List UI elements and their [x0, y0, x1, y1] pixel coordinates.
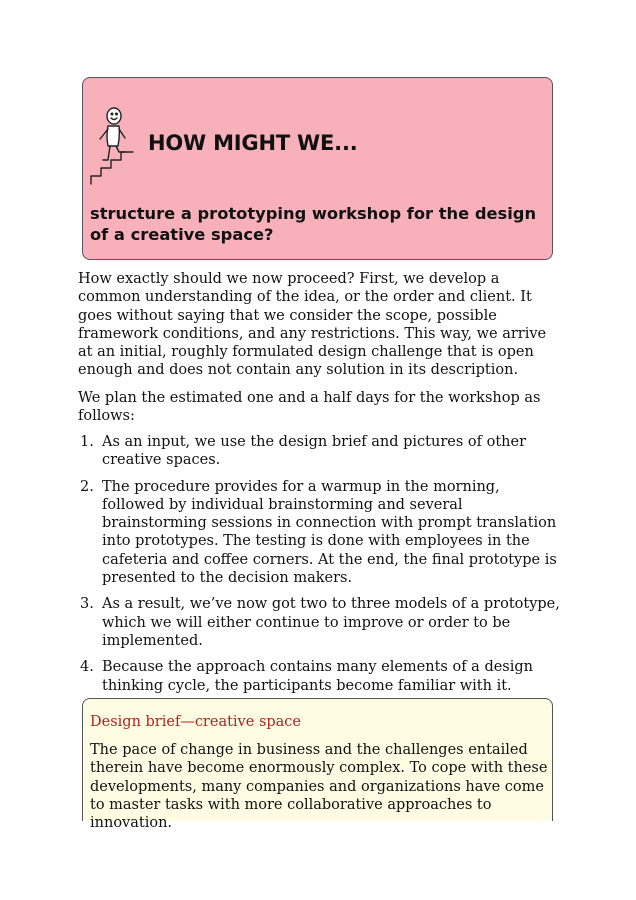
list-item	[78, 478, 563, 588]
step-number: 4.	[80, 659, 94, 676]
step-text: The procedure provides for a warmup in the morning, followed by individual brainstorming and several brainstorming sessions in connection with prompt translation into prototypes. The testing is done with employees in the cafeteria and coffee corners. At the end, the final prototype is presented to the decision makers.	[102, 478, 557, 587]
list-item	[78, 658, 563, 695]
step-number: 3.	[80, 596, 94, 613]
design-brief-title: Design brief—creative space	[90, 714, 302, 730]
step-text: Because the approach contains many elements of a design thinking cycle, the participants become familiar with it.	[102, 659, 533, 694]
step-text: As an input, we use the design brief and pictures of other creative spaces.	[102, 434, 527, 469]
how-might-we-box	[82, 77, 553, 260]
design-brief-text: The pace of change in business and the challenges entailed therein have become enormously complex. To cope with these developments, many companies and organizations have come to master tasks with more collaborative approaches to innovation.	[90, 742, 548, 832]
workshop-steps-list	[78, 433, 563, 703]
step-number: 1.	[80, 434, 94, 450]
list-item	[78, 595, 563, 650]
list-item	[78, 433, 563, 470]
step-number: 2.	[80, 478, 94, 495]
step-text: As a result, we’ve now got two to three models of a prototype, which we will either continue to improve or order to be implemented.	[102, 596, 560, 649]
how-might-we-title: HOW MIGHT WE...	[148, 131, 358, 155]
design-brief-box	[82, 698, 553, 832]
plan-paragraph: We plan the estimated one and a half days for the workshop as follows:	[78, 390, 541, 425]
intro-paragraph: How exactly should we now proceed? First, we develop a common understanding of the idea, or the order and client. It goes without saying that we consider the scope, possible framework conditions, and any restrictions. This way, we arrive at an initial, roughly formulated design challenge that is open enough and does not contain any solution in its description.	[78, 271, 547, 379]
how-might-we-question: structure a prototyping workshop for the design of a creative space?	[90, 204, 537, 244]
stick-figure-climbing-stairs-icon	[89, 106, 141, 184]
